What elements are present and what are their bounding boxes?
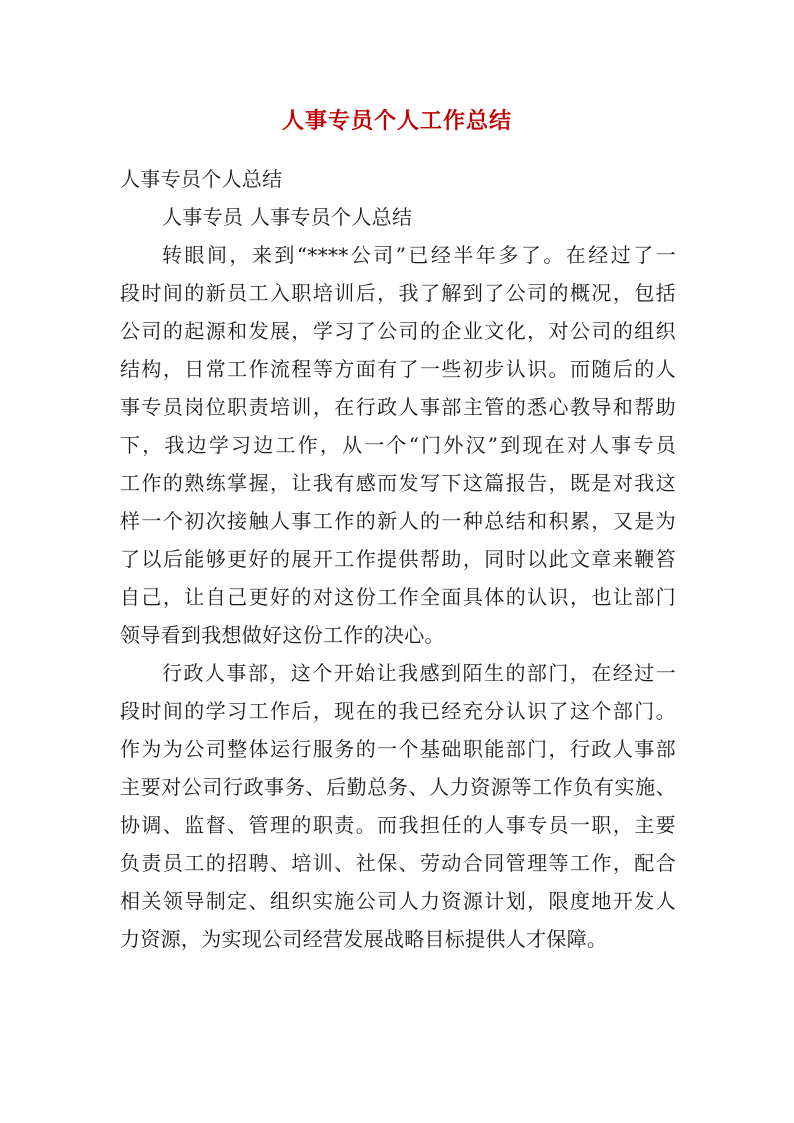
- paragraph-line: 作为为公司整体运行服务的一个基础职能部门，行政人事部: [120, 737, 676, 761]
- document-title: 人事专员个人工作总结: [281, 108, 512, 134]
- paragraph-line: 了以后能够更好的展开工作提供帮助，同时以此文章来鞭笞: [120, 547, 676, 571]
- paragraph-line: 力资源，为实现公司经营发展战略目标提供人才保障。: [120, 927, 608, 951]
- paragraph-line: 转眼间，来到“****公司”已经半年多了。在经过了一: [162, 243, 676, 267]
- document-body: [120, 160, 676, 958]
- paragraph-line: 领导看到我想做好这份工作的决心。: [120, 623, 445, 647]
- paragraph-line: 自己，让自己更好的对这份工作全面具体的认识，也让部门: [120, 585, 676, 609]
- paragraph-line: 行政人事部，这个开始让我感到陌生的部门，在经过一: [162, 661, 676, 685]
- paragraph-line: 样一个初次接触人事工作的新人的一种总结和积累，又是为: [120, 509, 676, 533]
- paragraph-line: 相关领导制定、组织实施公司人力资源计划，限度地开发人: [120, 889, 676, 913]
- paragraph-line: 负责员工的招聘、培训、社保、劳动合同管理等工作，配合: [120, 851, 676, 875]
- subheading: 人事专员 人事专员个人总结: [162, 205, 413, 229]
- paragraph-line: 段时间的新员工入职培训后，我了解到了公司的概况，包括: [120, 281, 676, 305]
- paragraph-line: 协调、监督、管理的职责。而我担任的人事专员一职，主要: [120, 813, 676, 837]
- paragraph-line: 结构，日常工作流程等方面有了一些初步认识。而随后的人: [120, 357, 676, 381]
- section-heading: 人事专员个人总结: [120, 167, 283, 191]
- paragraph-line: 公司的起源和发展，学习了公司的企业文化，对公司的组织: [120, 319, 676, 343]
- paragraph-line: 下，我边学习边工作，从一个“门外汉”到现在对人事专员: [120, 433, 676, 457]
- paragraph-line: 工作的熟练掌握，让我有感而发写下这篇报告，既是对我这: [120, 471, 676, 495]
- paragraph-line: 事专员岗位职责培训，在行政人事部主管的悉心教导和帮助: [120, 395, 676, 419]
- paragraph-line: 段时间的学习工作后，现在的我已经充分认识了这个部门。: [120, 699, 676, 723]
- paragraph-line: 主要对公司行政事务、后勤总务、人力资源等工作负有实施、: [120, 775, 676, 799]
